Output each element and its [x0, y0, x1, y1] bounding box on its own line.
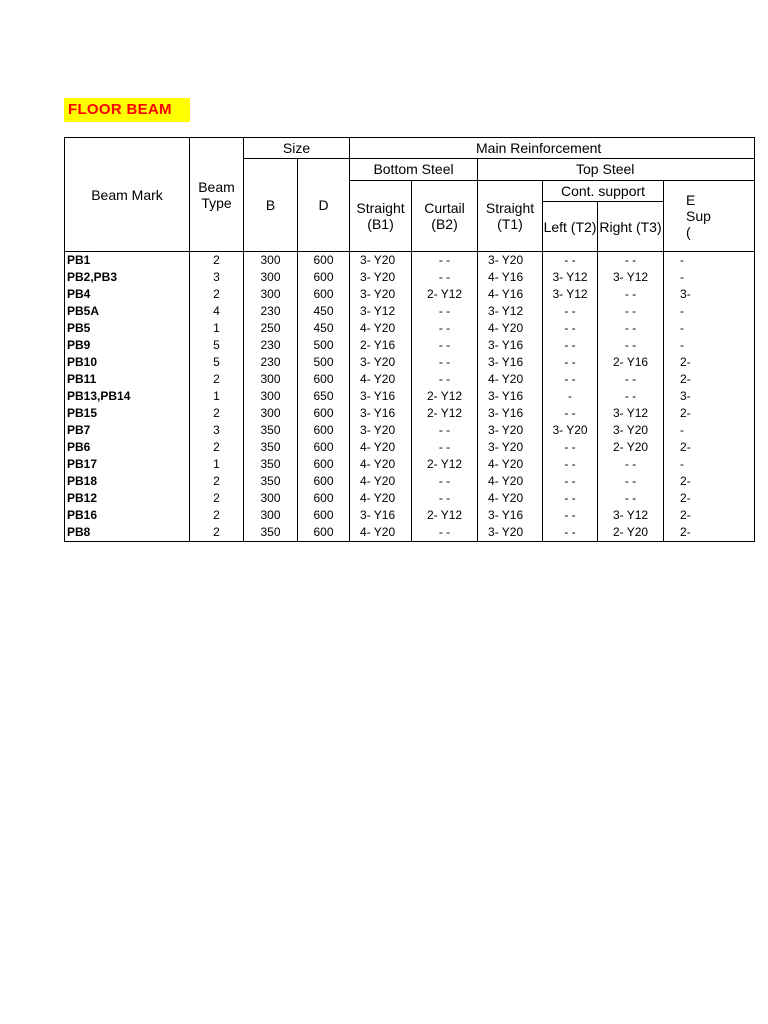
- cell-b2: - -: [412, 320, 478, 337]
- cell-b2: - -: [412, 524, 478, 542]
- cell-b1: 4- Y20: [350, 456, 412, 473]
- cell-t2: - -: [543, 252, 598, 270]
- header-main-reinforcement: Main Reinforcement: [350, 138, 755, 159]
- cell-t2: 3- Y20: [543, 422, 598, 439]
- cell-mark: PB4: [65, 286, 190, 303]
- cell-d: 450: [298, 320, 350, 337]
- cell-b2: - -: [412, 422, 478, 439]
- cell-b1: 3- Y20: [350, 269, 412, 286]
- cell-d: 600: [298, 473, 350, 490]
- cell-t2: - -: [543, 524, 598, 542]
- table-row: [65, 405, 755, 422]
- header-curtail-b2: Curtail (B2): [412, 180, 478, 252]
- header-cont-support: Cont. support: [543, 180, 664, 202]
- table-row: [65, 354, 755, 371]
- cell-d: 650: [298, 388, 350, 405]
- cell-b: 230: [244, 354, 298, 371]
- cell-d: 600: [298, 507, 350, 524]
- cell-e: 2-: [664, 490, 755, 507]
- cell-t2: -: [543, 388, 598, 405]
- cell-t3: - -: [598, 286, 664, 303]
- table-row: [65, 456, 755, 473]
- cell-t2: - -: [543, 473, 598, 490]
- cell-b1: 3- Y20: [350, 286, 412, 303]
- cell-e: 3-: [664, 286, 755, 303]
- cell-t1: 3- Y20: [478, 439, 543, 456]
- cell-t1: 3- Y16: [478, 405, 543, 422]
- cell-b: 300: [244, 269, 298, 286]
- cell-t3: 2- Y20: [598, 524, 664, 542]
- cell-b1: 4- Y20: [350, 371, 412, 388]
- table-row: [65, 490, 755, 507]
- cell-t1: 3- Y16: [478, 507, 543, 524]
- cell-b2: - -: [412, 439, 478, 456]
- header-size: Size: [244, 138, 350, 159]
- table-row: [65, 286, 755, 303]
- cell-type: 2: [190, 371, 244, 388]
- table-row: [65, 473, 755, 490]
- table-row: [65, 337, 755, 354]
- cell-b2: 2- Y12: [412, 456, 478, 473]
- cell-mark: PB10: [65, 354, 190, 371]
- cell-t3: 3- Y12: [598, 269, 664, 286]
- cell-t3: 2- Y20: [598, 439, 664, 456]
- table-row: [65, 252, 755, 270]
- cell-b2: - -: [412, 269, 478, 286]
- cell-d: 600: [298, 252, 350, 270]
- cell-t2: - -: [543, 337, 598, 354]
- cell-b1: 3- Y16: [350, 507, 412, 524]
- cell-mark: PB5A: [65, 303, 190, 320]
- cell-type: 2: [190, 524, 244, 542]
- cell-b: 300: [244, 405, 298, 422]
- cell-type: 2: [190, 439, 244, 456]
- table-row: [65, 303, 755, 320]
- cell-mark: PB6: [65, 439, 190, 456]
- cell-t1: 4- Y20: [478, 456, 543, 473]
- cell-b: 300: [244, 371, 298, 388]
- cell-d: 600: [298, 286, 350, 303]
- cell-d: 450: [298, 303, 350, 320]
- cell-t1: 3- Y20: [478, 252, 543, 270]
- cell-e: -: [664, 456, 755, 473]
- cell-t3: 3- Y12: [598, 507, 664, 524]
- cell-b1: 3- Y20: [350, 252, 412, 270]
- cell-b2: - -: [412, 490, 478, 507]
- cell-d: 600: [298, 269, 350, 286]
- cell-b2: 2- Y12: [412, 388, 478, 405]
- header-d: D: [298, 159, 350, 252]
- header-beam-type: Beam Type: [190, 138, 244, 252]
- beam-schedule-viewport: [64, 137, 711, 563]
- cell-b: 350: [244, 473, 298, 490]
- cell-b: 300: [244, 507, 298, 524]
- cell-mark: PB1: [65, 252, 190, 270]
- cell-t2: - -: [543, 439, 598, 456]
- cell-mark: PB15: [65, 405, 190, 422]
- cell-t3: - -: [598, 388, 664, 405]
- cell-mark: PB16: [65, 507, 190, 524]
- cell-b1: 4- Y20: [350, 490, 412, 507]
- cell-t1: 3- Y20: [478, 524, 543, 542]
- cell-b: 230: [244, 303, 298, 320]
- cell-type: 2: [190, 507, 244, 524]
- cell-b2: - -: [412, 473, 478, 490]
- cell-b1: 4- Y20: [350, 524, 412, 542]
- cell-mark: PB11: [65, 371, 190, 388]
- cell-t1: 4- Y16: [478, 269, 543, 286]
- cell-t3: - -: [598, 303, 664, 320]
- page-title: FLOOR BEAM: [64, 98, 190, 122]
- cell-b1: 4- Y20: [350, 439, 412, 456]
- header-b: B: [244, 159, 298, 252]
- cell-d: 600: [298, 422, 350, 439]
- cell-type: 5: [190, 337, 244, 354]
- cell-type: 4: [190, 303, 244, 320]
- cell-t3: - -: [598, 473, 664, 490]
- table-body: [65, 252, 755, 542]
- cell-t3: 3- Y20: [598, 422, 664, 439]
- cell-b2: 2- Y12: [412, 507, 478, 524]
- cell-mark: PB18: [65, 473, 190, 490]
- header-straight-t1: Straight (T1): [478, 180, 543, 252]
- cell-type: 3: [190, 422, 244, 439]
- cell-d: 600: [298, 439, 350, 456]
- cell-e: -: [664, 320, 755, 337]
- table-row: [65, 320, 755, 337]
- cell-t1: 3- Y12: [478, 303, 543, 320]
- cell-t2: 3- Y12: [543, 286, 598, 303]
- cell-t3: - -: [598, 371, 664, 388]
- cell-mark: PB7: [65, 422, 190, 439]
- cell-b1: 3- Y12: [350, 303, 412, 320]
- cell-t2: - -: [543, 456, 598, 473]
- cell-b2: - -: [412, 371, 478, 388]
- cell-t2: - -: [543, 354, 598, 371]
- cell-b2: - -: [412, 303, 478, 320]
- cell-e: -: [664, 337, 755, 354]
- cell-t1: 4- Y20: [478, 371, 543, 388]
- cell-t3: - -: [598, 252, 664, 270]
- cell-type: 5: [190, 354, 244, 371]
- table-row: [65, 388, 755, 405]
- cell-b2: - -: [412, 252, 478, 270]
- cell-b1: 3- Y16: [350, 388, 412, 405]
- cell-e: 2-: [664, 473, 755, 490]
- cell-t3: - -: [598, 320, 664, 337]
- table-row: [65, 269, 755, 286]
- cell-type: 2: [190, 286, 244, 303]
- cell-t2: - -: [543, 303, 598, 320]
- cell-e: 2-: [664, 439, 755, 456]
- cell-e: 3-: [664, 388, 755, 405]
- header-beam-mark: Beam Mark: [65, 138, 190, 252]
- cell-type: 1: [190, 320, 244, 337]
- cell-b: 300: [244, 388, 298, 405]
- cell-b1: 2- Y16: [350, 337, 412, 354]
- cell-mark: PB13,PB14: [65, 388, 190, 405]
- table-row: [65, 507, 755, 524]
- cell-b1: 4- Y20: [350, 320, 412, 337]
- cell-mark: PB12: [65, 490, 190, 507]
- cell-t3: 3- Y12: [598, 405, 664, 422]
- beam-schedule-table: [64, 137, 755, 542]
- table-row: [65, 524, 755, 542]
- table-row: [65, 439, 755, 456]
- cell-type: 2: [190, 405, 244, 422]
- cell-b2: - -: [412, 354, 478, 371]
- cell-b2: - -: [412, 337, 478, 354]
- cell-e: 2-: [664, 405, 755, 422]
- cell-b: 300: [244, 252, 298, 270]
- cell-t1: 3- Y16: [478, 388, 543, 405]
- cell-t1: 3- Y20: [478, 422, 543, 439]
- cell-t3: 2- Y16: [598, 354, 664, 371]
- cell-d: 500: [298, 354, 350, 371]
- cell-t2: - -: [543, 405, 598, 422]
- cell-e: 2-: [664, 524, 755, 542]
- cell-t3: - -: [598, 337, 664, 354]
- cell-d: 600: [298, 524, 350, 542]
- cell-type: 2: [190, 473, 244, 490]
- cell-t1: 3- Y16: [478, 354, 543, 371]
- cell-e: 2-: [664, 354, 755, 371]
- cell-t2: - -: [543, 371, 598, 388]
- cell-d: 500: [298, 337, 350, 354]
- cell-b: 350: [244, 524, 298, 542]
- cell-d: 600: [298, 405, 350, 422]
- table-row: [65, 422, 755, 439]
- cell-b: 350: [244, 422, 298, 439]
- cell-e: -: [664, 303, 755, 320]
- cell-t1: 4- Y20: [478, 490, 543, 507]
- header-top-steel: Top Steel: [478, 159, 755, 181]
- cell-b: 300: [244, 286, 298, 303]
- cell-t2: - -: [543, 490, 598, 507]
- cell-b: 230: [244, 337, 298, 354]
- cell-t1: 4- Y20: [478, 320, 543, 337]
- cell-mark: PB9: [65, 337, 190, 354]
- cell-b1: 3- Y20: [350, 422, 412, 439]
- cell-mark: PB5: [65, 320, 190, 337]
- cell-e: 2-: [664, 371, 755, 388]
- cell-mark: PB17: [65, 456, 190, 473]
- header-partial-column: E Sup (: [664, 180, 755, 252]
- cell-t3: - -: [598, 456, 664, 473]
- cell-t2: - -: [543, 320, 598, 337]
- cell-t1: 4- Y16: [478, 286, 543, 303]
- cell-b1: 4- Y20: [350, 473, 412, 490]
- cell-mark: PB2,PB3: [65, 269, 190, 286]
- header-right-t3: Right (T3): [598, 202, 664, 252]
- cell-e: -: [664, 422, 755, 439]
- cell-type: 1: [190, 456, 244, 473]
- header-bottom-steel: Bottom Steel: [350, 159, 478, 181]
- cell-b: 350: [244, 456, 298, 473]
- cell-b: 300: [244, 490, 298, 507]
- header-straight-b1: Straight (B1): [350, 180, 412, 252]
- cell-b1: 3- Y20: [350, 354, 412, 371]
- header-left-t2: Left (T2): [543, 202, 598, 252]
- cell-e: 2-: [664, 507, 755, 524]
- cell-b2: 2- Y12: [412, 286, 478, 303]
- cell-type: 2: [190, 252, 244, 270]
- cell-t3: - -: [598, 490, 664, 507]
- cell-t2: - -: [543, 507, 598, 524]
- cell-t2: 3- Y12: [543, 269, 598, 286]
- cell-mark: PB8: [65, 524, 190, 542]
- cell-d: 600: [298, 456, 350, 473]
- cell-e: -: [664, 269, 755, 286]
- cell-t1: 3- Y16: [478, 337, 543, 354]
- cell-e: -: [664, 252, 755, 270]
- cell-b: 350: [244, 439, 298, 456]
- cell-t1: 4- Y20: [478, 473, 543, 490]
- cell-b1: 3- Y16: [350, 405, 412, 422]
- cell-b: 250: [244, 320, 298, 337]
- table-row: [65, 371, 755, 388]
- cell-type: 2: [190, 490, 244, 507]
- cell-b2: 2- Y12: [412, 405, 478, 422]
- cell-type: 3: [190, 269, 244, 286]
- cell-d: 600: [298, 490, 350, 507]
- cell-type: 1: [190, 388, 244, 405]
- cell-d: 600: [298, 371, 350, 388]
